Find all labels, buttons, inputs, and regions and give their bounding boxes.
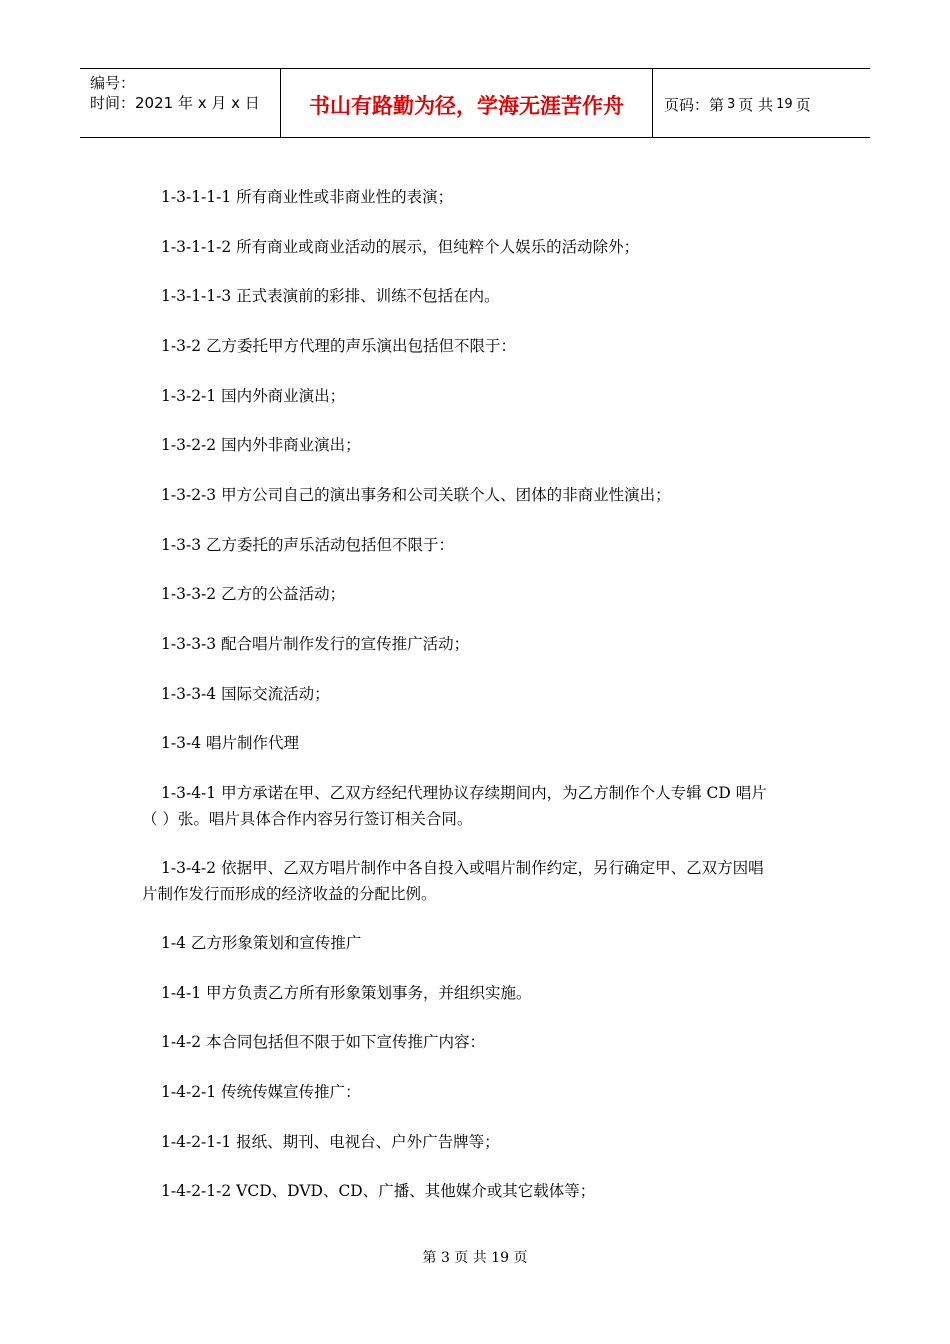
paragraph: 1-3-4 唱片制作代理 bbox=[161, 734, 299, 752]
paragraph: 1-3-3-4 国际交流活动； bbox=[161, 685, 330, 703]
page-mid: 页 共 bbox=[738, 95, 774, 114]
header-page-info bbox=[653, 69, 870, 137]
paragraph: 1-3-2-2 国内外非商业演出； bbox=[161, 436, 361, 454]
page-header bbox=[80, 68, 870, 138]
time-label: 时间：2021 年 x 月 x 日 bbox=[90, 94, 260, 112]
page-prefix: 页码：第 bbox=[664, 95, 725, 114]
paragraph: 1-3-3-2 乙方的公益活动； bbox=[161, 585, 346, 603]
header-motto: 书山有路勤为径，学海无涯苦作舟 bbox=[309, 94, 624, 118]
page-suffix: 页 bbox=[795, 95, 811, 114]
header-meta bbox=[80, 69, 281, 137]
paragraph: 1-3-3-3 配合唱片制作发行的宣传推广活动； bbox=[161, 635, 470, 653]
paragraph: 1-3-4-1 甲方承诺在甲、乙双方经纪代理协议存续期间内，为乙方制作个人专辑 CD 唱片 bbox=[161, 784, 767, 802]
paragraph: 1-3-2-1 国内外商业演出； bbox=[161, 387, 346, 405]
page-total: 19 bbox=[776, 96, 793, 112]
paragraph: 1-3-1-1-1 所有商业性或非商业性的表演； bbox=[161, 188, 454, 206]
page-number: 3 bbox=[727, 96, 736, 112]
paragraph: 1-3-2-3 甲方公司自己的演出事务和公司关联个人、团体的非商业性演出； bbox=[161, 486, 671, 504]
page-footer: 第 3 页 共 19 页 bbox=[422, 1250, 528, 1266]
header-motto-cell bbox=[281, 69, 653, 137]
paragraph: 1-4-2-1-1 报纸、期刊、电视台、户外广告牌等； bbox=[161, 1133, 500, 1151]
paragraph: 1-3-2 乙方委托甲方代理的声乐演出包括但不限于： bbox=[161, 337, 516, 355]
paragraph: 1-4-2-1-2 VCD、DVD、CD、广播、其他媒介或其它载体等； bbox=[161, 1182, 596, 1200]
paragraph-continuation: 片制作发行而形成的经济收益的分配比例。 bbox=[142, 885, 437, 903]
paragraph: 1-4-1 甲方负责乙方所有形象策划事务，并组织实施。 bbox=[161, 984, 532, 1002]
paragraph: 1-3-1-1-2 所有商业或商业活动的展示，但纯粹个人娱乐的活动除外； bbox=[161, 238, 640, 256]
paragraph-continuation: （ ）张。唱片具体合作内容另行签订相关合同。 bbox=[142, 810, 473, 828]
number-label: 编号： bbox=[90, 74, 136, 92]
paragraph: 1-3-3 乙方委托的声乐活动包括但不限于： bbox=[161, 536, 454, 554]
paragraph: 1-4-2-1 传统传媒宣传推广： bbox=[161, 1083, 361, 1101]
paragraph: 1-3-4-2 依据甲、乙双方唱片制作中各自投入或唱片制作约定，另行确定甲、乙双方因唱 bbox=[161, 859, 764, 877]
paragraph: 1-3-1-1-3 正式表演前的彩排、训练不包括在内。 bbox=[161, 287, 500, 305]
section-heading: 1-4 乙方形象策划和宣传推广 bbox=[161, 934, 362, 952]
paragraph: 1-4-2 本合同包括但不限于如下宣传推广内容： bbox=[161, 1033, 485, 1051]
